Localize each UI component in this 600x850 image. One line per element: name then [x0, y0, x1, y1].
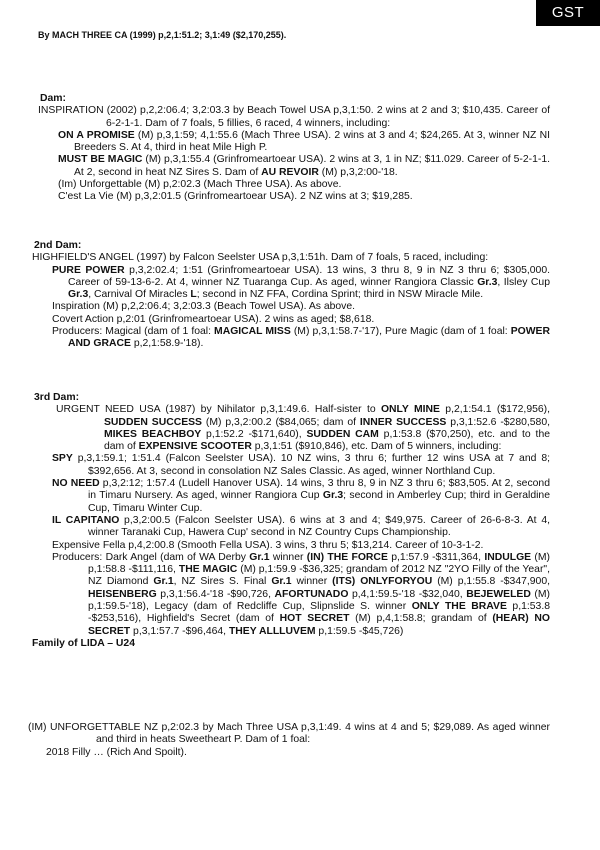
second-dam-main: HIGHFIELD'S ANGEL (1997) by Falcon Seelster USA p,3,1:51h. Dam of 7 foals, 5 raced, including:: [32, 252, 489, 264]
unforgettable-foal: 2018 Filly … (Rich And Spoilt).: [46, 746, 187, 758]
offspring-name: SPY: [52, 453, 73, 465]
second-dam-offspring: PURE POWER p,3,2:02.4; 1:51 (Grinfromeartoear USA). 13 wins, 3 thru 8, 9 in NZ 3 thru 6; $305,000. Career of 59-13-6-2. At 4, winner NZ Tuaranga Cup. As aged, winner Rangiora Classic Gr.3, Ilsley Cup Gr.3, Carnival Of Miracles L; second in NZ FFA, Cordina Sprint; third in NSW Miracle Mile.: [52, 264, 550, 301]
second-dam-heading: 2nd Dam:: [34, 240, 82, 251]
dam-main: INSPIRATION (2002) p,2,2:06.4; 3,2:03.3 by Beach Towel USA p,3,1:50. 2 wins at 2 and 3; $10,435. Career of 6-2-1-1. Dam of 7 foals, 5 fillies, 6 raced, 4 winners, including:: [38, 105, 550, 129]
dam-section: [38, 93, 550, 204]
second-dam-offspring: Covert Action p,2:01 (Grinfromeartoear USA). 2 wins as aged; $8,618.: [52, 313, 375, 325]
second-dam-offspring: Inspiration (M) p,2,2:06.4; 3,2:03.3 (Beach Towel USA). As above.: [52, 301, 356, 313]
third-dam-offspring: SPY p,3,1:59.1; 1:51.4 (Falcon Seelster USA). 10 NZ wins, 3 thru 6; further 12 wins USA at 7 and 8; $392,656. At 3, second in consolation NZ Sales Classic. As aged, winner Northland Cup.: [52, 453, 550, 477]
third-dam-offspring: NO NEED p,3,2:12; 1:57.4 (Ludell Hanover USA). 14 wins, 3 thru 8, 9 in NZ 3 thru 6; $83,505. At 2, second in Timaru Nursery. As aged, winner Rangiora Cup Gr.3; second in Amberley Cup; third in Geraldine Cup, Timaru Winter Cup.: [52, 478, 550, 514]
second-dam-section: [32, 240, 550, 351]
unforgettable-main: (IM) UNFORGETTABLE NZ p,2:02.3 by Mach Three USA p,3,1:49. 4 wins at 4 and 5; $29,089. As aged winner and third in heats Sweetheart P. Dam of 1 foal:: [28, 722, 550, 746]
third-dam-producers: Producers: Dark Angel (dam of WA Derby Gr.1 winner (IN) THE FORCE p,1:57.9 -$311,364, INDULGE (M) p,1:58.8 -$111,116, THE MAGIC (M) p,1:59.9 -$36,325; grandam of 2012 NZ "2YO Filly of the Year", NZ Diamond Gr.1, NZ Sires S. Final Gr.1 winner (ITS) ONLYFORYOU (M) p,1:55.8 -$347,900, HEISENBERG p,3,1:56.4-'18 -$90,726, AFORTUNADO p,4,1:59.5-'18 -$32,040, BEJEWELED (M) p,1:59.5-'18), Legacy (dam of Redcliffe Cup, Slipnslide S. winner ONLY THE BRAVE p,1:53.8 -$253,516), Highfield's Secret (dam of HOT SECRET (M) p,4,1:58.8; grandam of (HEAR) NO SECRET p,3,1:57.7 -$96,464, THEY ALLLUVEM p,1:59.5 -$45,726): [52, 551, 551, 637]
sire-line: By MACH THREE CA (1999) p,2,1:51.2; 3,1:49 ($2,170,255).: [38, 30, 287, 40]
offspring-name: IL CAPITANO: [52, 514, 120, 526]
dam-heading: Dam:: [40, 93, 66, 104]
dam-offspring: C'est La Vie (M) p,3,2:01.5 (Grinfromeartoear USA). 2 NZ wins at 3; $19,285.: [58, 191, 413, 203]
third-dam-offspring: IL CAPITANO p,3,2:00.5 (Falcon Seelster USA). 6 wins at 3 and 4; $49,975. Career of 26-6-8-3. At 4, winner Taranaki Cup, Hawera Cup' second in NZ Country Cups Championship.: [52, 514, 550, 539]
offspring-name: NO NEED: [52, 478, 100, 490]
offspring-name: PURE POWER: [52, 264, 125, 276]
dam-offspring: (Im) Unforgettable (M) p,2:02.3 (Mach Three USA). As above.: [58, 179, 342, 191]
third-dam-offspring: Expensive Fella p,4,2:00.8 (Smooth Fella USA). 3 wins, 3 thru 5; $13,214. Career of 10-3-1-2.: [52, 539, 484, 551]
offspring-name: ON A PROMISE: [58, 129, 135, 141]
dam-offspring: ON A PROMISE (M) p,3,1:59; 4,1:55.6 (Mach Three USA). 2 wins at 3 and 4; $24,265. At 3, winner NZ NI Breeders S. At 4, third in heat Mile High P.: [58, 129, 550, 154]
family-line: Family of LIDA – U24: [32, 637, 135, 649]
offspring-name: MUST BE MAGIC: [58, 154, 143, 166]
third-dam-main: URGENT NEED USA (1987) by Nihilator p,3,1:49.6. Half-sister to ONLY MINE p,2,1:54.1 ($172,956), SUDDEN SUCCESS (M) p,3,2:00.2 ($84,065; dam of INNER SUCCESS p,3,1:52.6 -$280,580, MIKES BEACHBOY p,1:52.2 -$171,640), SUDDEN CAM p,1:53.8 ($70,250), etc. and to the dam of EXPENSIVE SCOOTER p,3,1:51 ($910,846), etc. Dam of 5 winners, including:: [56, 404, 551, 453]
third-dam-heading: 3rd Dam:: [34, 392, 80, 403]
third-dam-section: [32, 392, 550, 650]
second-dam-producers: Producers: Magical (dam of 1 foal: MAGICAL MISS (M) p,3,1:58.7-'17), Pure Magic (dam of 1 foal: POWER AND GRACE p,2,1:58.9-'18).: [52, 326, 550, 350]
dam-offspring: MUST BE MAGIC (M) p,3,1:55.4 (Grinfromeartoear USA). 2 wins at 3, 1 in NZ; $11.029. Career of 5-2-1-1. At 2, second in heat NZ Sires S. Dam of AU REVOIR (M) p,3,2:00-'18.: [58, 154, 550, 178]
gst-badge: GST: [536, 0, 600, 26]
unforgettable-section: [28, 722, 550, 759]
